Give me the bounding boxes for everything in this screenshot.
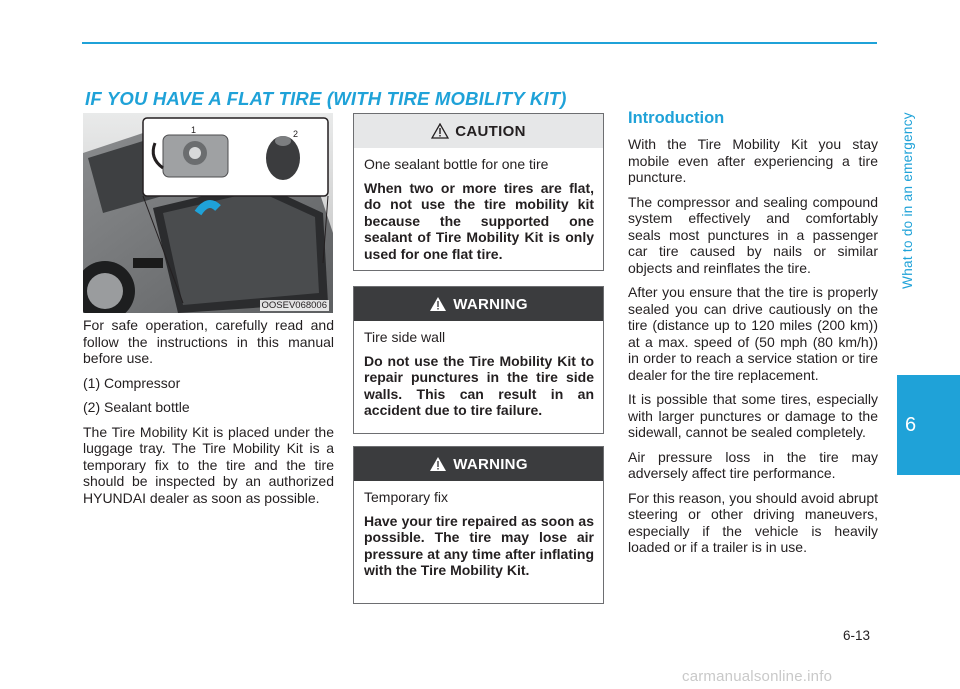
right-column (628, 136, 878, 564)
warning-subtitle-1: Tire side wall (364, 329, 446, 345)
chapter-tab (897, 375, 960, 475)
section-title: IF YOU HAVE A FLAT TIRE (WITH TIRE MOBILITY KIT) (85, 88, 567, 109)
intro-paragraph-6: For this reason, you should avoid abrupt steering or other driving maneuvers, especially if the vehicle is heavily loaded or if a trailer is in use. (628, 489, 878, 555)
chapter-number: 6 (905, 413, 917, 436)
intro-paragraph-2: The compressor and sealing compound system effectively and comfortably seals most punctures in a passenger car tire caused by nails or similar objects and reinflates the tire. (628, 193, 878, 276)
tire-mobility-kit-figure (83, 113, 333, 313)
chapter-side-label (896, 40, 918, 360)
intro-paragraph-1: With the Tire Mobility Kit you stay mobile even after experiencing a tire puncture. (628, 136, 878, 185)
warning-header-2 (354, 447, 603, 481)
left-paragraph-2: The Tire Mobility Kit is placed under the luggage tray. The Tire Mobility Kit is a temporary fix to the tire and the tire should be inspected by an authorized HYUNDAI dealer as soon as possible. (83, 423, 334, 506)
callout-2: 2 (293, 129, 299, 139)
warning-box-sidewall (353, 286, 604, 434)
left-column (83, 317, 334, 514)
top-rule (82, 42, 877, 44)
caution-box (353, 113, 604, 271)
list-item-sealant-bottle: (2) Sealant bottle (83, 399, 190, 415)
warning-triangle-icon (429, 296, 447, 312)
warning-header-label-1: WARNING (453, 295, 528, 313)
intro-paragraph-4: It is possible that some tires, especially with larger punctures or damage to the sidewall, cannot be sealed completely. (628, 391, 878, 440)
warning-triangle-icon (429, 456, 447, 472)
caution-triangle-icon (431, 123, 449, 139)
car-trunk-illustration (83, 113, 333, 313)
caution-header (354, 114, 603, 148)
caution-subtitle: One sealant bottle for one tire (364, 156, 549, 172)
caution-header-label: CAUTION (455, 122, 526, 140)
intro-paragraph-5: Air pressure loss in the tire may adversely affect tire performance. (628, 448, 878, 481)
caution-body: When two or more tires are flat, do not use the tire mobility kit because the supported one sealant of Tire Mobility Kit is only used for one flat tire. (364, 179, 594, 262)
left-paragraph-1: For safe operation, carefully read and follow the instructions in this manual before use. (83, 317, 334, 366)
page-number: 6-13 (843, 628, 871, 643)
chapter-side-label-text: What to do in an emergency (899, 111, 915, 289)
warning-subtitle-2: Temporary fix (364, 489, 449, 505)
list-item-compressor: (1) Compressor (83, 374, 181, 391)
intro-paragraph-3: After you ensure that the tire is properly sealed you can drive cautiously on the tire (distance up to 120 miles (200 km)) at a max. speed of (50 mph (80 km/h)) in order to reach a service station or tire dealer for the tire replacement. (628, 284, 878, 383)
warning-box-temporary-fix (353, 446, 604, 604)
warning-body-1: Do not use the Tire Mobility Kit to repair punctures in the tire side walls. This can result in an accident due to tire failure. (364, 352, 594, 418)
warning-header-label-2: WARNING (453, 455, 528, 473)
warning-body-2: Have your tire repaired as soon as possible. The tire may lose air pressure at any time after inflating with the Tire Mobility Kit. (364, 512, 594, 578)
introduction-heading: Introduction (628, 109, 725, 127)
watermark: carmanualsonline.info (682, 668, 833, 685)
warning-header-1 (354, 287, 603, 321)
figure-code: OOSEV068006 (261, 300, 327, 311)
callout-1: 1 (191, 125, 197, 135)
